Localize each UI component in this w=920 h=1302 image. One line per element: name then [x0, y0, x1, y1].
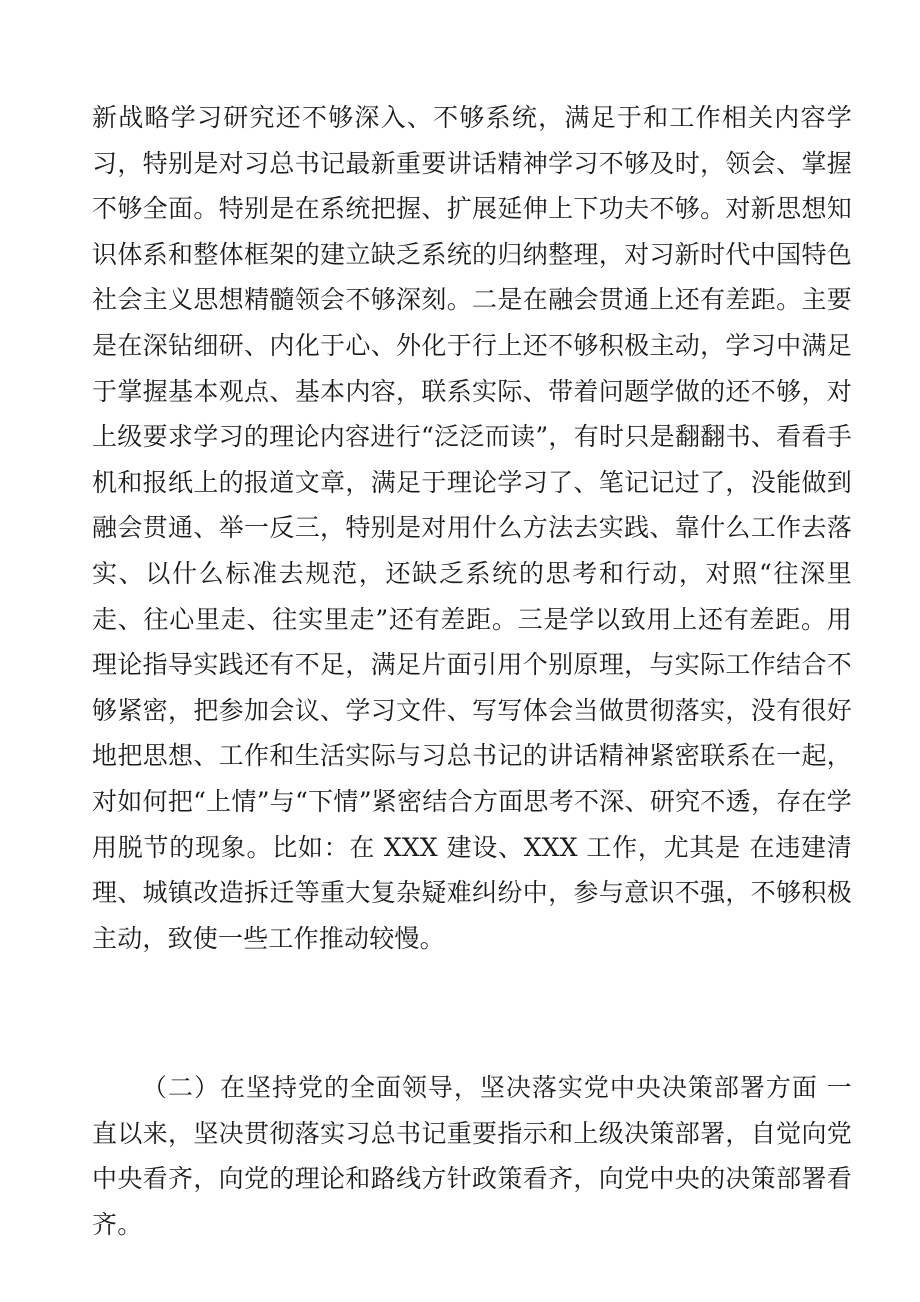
- body-paragraph-section-2: （二）在坚持党的全面领导，坚决落实党中央决策部署方面 一直以来，坚决贯彻落实习总书记重要指示和上级决策部署，自觉向党中央看齐，向党的理论和路线方针政策看齐，向党中央的决策部署看齐。: [92, 1073, 852, 1239]
- body-paragraph-continuation: 新战略学习研究还不够深入、不够系统，满足于和工作相关内容学习，特别是对习总书记最新重要讲话精神学习不够及时，领会、掌握不够全面。特别是在系统把握、扩展延伸上下功夫不够。对新思想知识体系和整体框架的建立缺乏系统的归纳整理，对习新时代中国特色社会主义思想精髓领会不够深刻。二是在融会贯通上还有差距。主要是在深钻细研、内化于心、外化于行上还不够积极主动，学习中满足于掌握基本观点、基本内容，联系实际、带着问题学做的还不够，对上级要求学习的理论内容进行“泛泛而读”，有时只是翻翻书、看看手机和报纸上的报道文章，满足于理论学习了、笔记记过了，没能做到融会贯通、举一反三，特别是对用什么方法去实践、靠什么工作去落实、以什么标准去规范，还缺乏系统的思考和行动，对照“往深里走、往心里走、往实里走”还有差距。三是学以致用上还有差距。用理论指导实践还有不足，满足片面引用个别原理，与实际工作结合不够紧密，把参加会议、学习文件、写写体会当做贯彻落实，没有很好地把思想、工作和生活实际与习总书记的讲话精神紧密联系在一起，对如何把“上情”与“下情”紧密结合方面思考不深、研究不透，存在学用脱节的现象。比如：在 XXX 建设、XXX 工作，尤其是 在违建清理、城镇改造拆迁等重大复杂疑难纠纷中，参与意识不强，不够积极主动，致使一些工作推动较慢。: [92, 103, 852, 953]
